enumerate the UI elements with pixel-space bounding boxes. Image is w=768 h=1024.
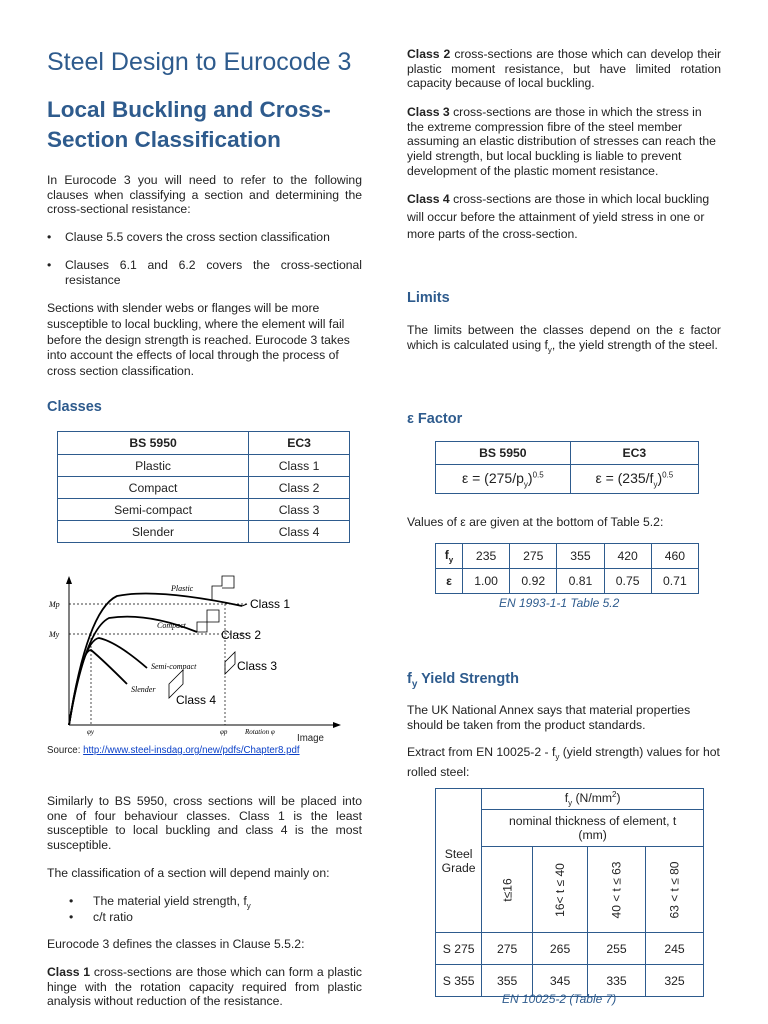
figure-source: Source: http://www.steel-insdag.org/new/pdfs/Chapter8.pdf bbox=[47, 745, 300, 756]
table-row: S 355 355 345 335 325 bbox=[436, 965, 704, 997]
class-4-paragraph: Class 4 cross-sections are those in which local buckling will occur before the attainment of yield stress in one or more parts of the cross-section. bbox=[407, 192, 710, 241]
epsilon-table bbox=[435, 441, 699, 494]
values-paragraph: Values of ε are given at the bottom of Table 5.2: bbox=[407, 515, 664, 529]
table-header: BS 5950 bbox=[58, 432, 249, 455]
table-row: S 275 275 265 255 245 bbox=[436, 933, 704, 965]
phi-p-tick: φp bbox=[220, 728, 228, 736]
class-1-label: Class 1 bbox=[250, 597, 291, 611]
classes-heading: Classes bbox=[47, 399, 102, 415]
fy-row-label: $f_y$ bbox=[436, 544, 463, 569]
class-3-paragraph: Class 3 cross-sections are those in which the stress in the extreme compression fibre of the steel member assuming an elastic distribution of stresses can reach the yield strength, but local buckling is liable to prevent development of the plastic moment resistance. bbox=[407, 105, 716, 178]
thickness-header: nominal thickness of element, t (mm) bbox=[482, 810, 704, 847]
class-3-label: Class 3 bbox=[237, 659, 278, 673]
table-row: Slender Class 4 bbox=[58, 521, 350, 543]
range-header: t≤16 bbox=[482, 847, 533, 933]
class-1-paragraph: Class 1 cross-sections are those which can form a plastic hinge with the rotation capacity required from plastic analysis without reduction of the resistance. bbox=[47, 965, 363, 1009]
bullet-dot: • bbox=[47, 230, 52, 244]
table-header: EC3 bbox=[249, 432, 350, 455]
slender-paragraph: Sections with slender webs or flanges will be more susceptible to local buckling, where the element will fail before the design strength is reached. Eurocode 3 takes into account the effects of local through the process of cross section classification. bbox=[47, 301, 350, 379]
bullet-dot: • bbox=[69, 910, 74, 924]
semi-compact-icon bbox=[225, 652, 235, 674]
semi-compact-curve-label: Semi-compact bbox=[151, 662, 197, 671]
rotation-axis-label: Rotation φ bbox=[245, 728, 275, 736]
steel-grade-header: Steel Grade bbox=[436, 789, 482, 933]
y-axis bbox=[66, 576, 72, 725]
ec3-formula: $\varepsilon = (235/f_y)^{0.5}$ bbox=[570, 465, 698, 494]
extract-paragraph: Extract from EN $10025-2 - f_y$ (yield strength) values for hot rolled steel: bbox=[407, 745, 720, 780]
limits-heading: Limits bbox=[407, 290, 450, 306]
table-5-2-caption: EN 1993-1-1 Table 5.2 bbox=[499, 596, 620, 610]
class-2-paragraph: Class 2 cross-sections are those which can develop their plastic moment resistance, but have limited rotation capacity because of local buckling. bbox=[407, 47, 721, 91]
fy-epsilon-table bbox=[435, 543, 699, 594]
slender-curve bbox=[69, 650, 127, 725]
table-header: EC3 bbox=[570, 442, 698, 465]
phi-y-tick: φy bbox=[87, 728, 94, 736]
image-label: Image bbox=[297, 733, 324, 744]
table-row bbox=[436, 465, 699, 494]
range-header: 16< t ≤ 40 bbox=[533, 847, 588, 933]
epsilon-row-label: ε bbox=[436, 569, 463, 594]
my-label: My bbox=[49, 630, 60, 639]
table-row: Plastic Class 1 bbox=[58, 455, 350, 477]
moment-rotation-figure bbox=[47, 570, 347, 745]
page-title: Steel Design to Eurocode 3 bbox=[47, 48, 352, 76]
epsilon-factor-heading: ε Factor bbox=[407, 411, 463, 427]
plastic-curve-label: Plastic bbox=[171, 584, 194, 593]
compact-hinge-icon bbox=[197, 610, 219, 632]
mp-label: Mp bbox=[49, 600, 60, 609]
table-row: Semi-compact Class 3 bbox=[58, 499, 350, 521]
fy-unit-header: $f_y$ $(N/mm^2)$ bbox=[482, 789, 704, 810]
bullet-dot: • bbox=[47, 258, 52, 272]
class-2-label: Class 2 bbox=[221, 628, 262, 642]
bs-formula: $\varepsilon = (275/p_y)^{0.5}$ bbox=[436, 465, 571, 494]
table-row: Compact Class 2 bbox=[58, 477, 350, 499]
slender-curve-label: Slender bbox=[131, 685, 156, 694]
defines-paragraph: Eurocode 3 defines the classes in Clause 5.5.2: bbox=[47, 937, 305, 951]
plastic-hinge-icon bbox=[212, 576, 234, 600]
class-4-label: Class 4 bbox=[176, 693, 217, 707]
depend-paragraph: The classification of a section will depend mainly on: bbox=[47, 866, 330, 880]
range-header: 40 < t ≤ 63 bbox=[588, 847, 646, 933]
semi-compact-curve bbox=[69, 638, 147, 725]
yield-strength-table bbox=[435, 788, 704, 997]
intro-paragraph: In Eurocode 3 you will need to refer to the following clauses when classifying a section and determining the cross-sectional resistance: bbox=[47, 173, 362, 217]
bullet-dot: • bbox=[69, 894, 74, 908]
yield-strength-heading: $f_y$ Yield Strength bbox=[407, 671, 519, 690]
x-axis bbox=[69, 722, 341, 728]
limits-paragraph: The limits between the classes depend on the ε factor which is calculated using $f_y$, the yield strength of the steel. bbox=[407, 323, 721, 355]
similar-paragraph: Similarly to BS 5950, cross sections will be placed into one of four behaviour classes. Class 1 is the least susceptible to local buckling and class 4 is the most susceptible. bbox=[47, 794, 362, 853]
table-row: ε 1.00 0.92 0.81 0.75 0.71 bbox=[436, 569, 699, 594]
range-header: 63 < t ≤ 80 bbox=[646, 847, 704, 933]
classes-table bbox=[57, 431, 350, 543]
section-title: Local Buckling and Cross-Section Classification bbox=[47, 97, 331, 152]
plastic-curve bbox=[69, 594, 242, 725]
source-link[interactable]: http://www.steel-insdag.org/new/pdfs/Chapter8.pdf bbox=[83, 745, 300, 756]
table-row: $f_y$ 235 275 355 420 460 bbox=[436, 544, 699, 569]
compact-curve-label: Compact bbox=[157, 621, 186, 630]
table-header: BS 5950 bbox=[436, 442, 571, 465]
national-annex-paragraph: The UK National Annex says that material properties should be taken from the product standards. bbox=[407, 703, 691, 732]
table-7-caption: EN 10025-2 (Table 7) bbox=[502, 992, 617, 1006]
